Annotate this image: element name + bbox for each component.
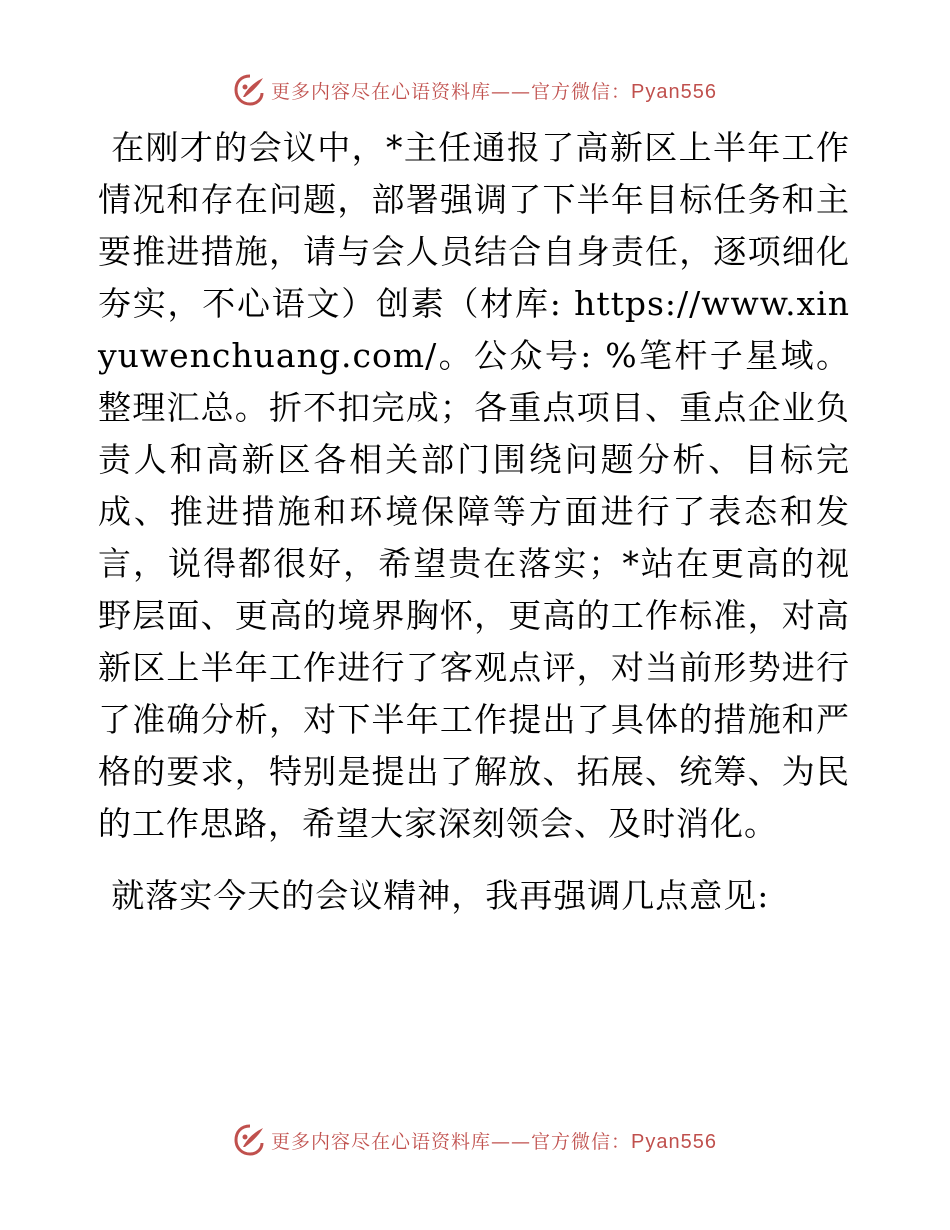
- header-text: [271, 77, 717, 104]
- footer-wechat-label: 官方微信：: [531, 1130, 632, 1153]
- header-banner: [0, 70, 950, 110]
- header-wechat-label: 官方微信：: [531, 80, 632, 103]
- body-paragraph-2: 就落实今天的会议精神，我再强调几点意见:: [111, 876, 770, 915]
- footer-separator: ——: [491, 1130, 532, 1153]
- footer-wechat-id: Pyan556: [631, 1130, 717, 1153]
- footer-banner: [0, 1120, 950, 1160]
- footer-brand: 更多内容尽在心语资料库: [271, 1130, 492, 1153]
- header-wechat-id: Pyan556: [631, 80, 717, 103]
- footer-text: [271, 1127, 717, 1154]
- body-paragraph-1: 在刚才的会议中，*主任通报了高新区上半年工作情况和存在问题，部署强调了下半年目标任务和主要推进措施，请与会人员结合自身责任，逐项细化夯实，不心语文）创素（材库: https://www.xinyuwenchuang.com/。公众号: %笔杆子星域。整理汇总。折不扣完成；各重点项目、重点企业负责人和高新区各相关部门围绕问题分析、目标完成、推进措施和环境保障等方面进行了表态和发言，说得都很好，希望贵在落实；*站在更高的视野层面、更高的境界胸怀，更高的工作标准，对高新区上半年工作进行了客观点评，对当前形势进行了准确分析，对下半年工作提出了具体的措施和严格的要求，特别是提出了解放、拓展、统筹、为民的工作思路，希望大家深刻领会、及时消化。: [98, 128, 850, 843]
- header-brand: 更多内容尽在心语资料库: [271, 80, 492, 103]
- quill-swirl-icon: [233, 1123, 267, 1157]
- document-body: [98, 122, 850, 922]
- header-separator: ——: [491, 80, 532, 103]
- quill-swirl-icon: [233, 73, 267, 107]
